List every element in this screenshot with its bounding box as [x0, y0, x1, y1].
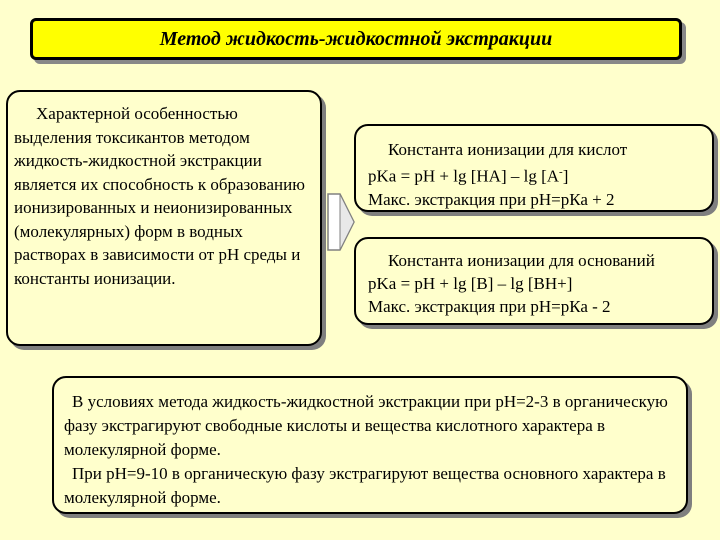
- acid-max-extraction: Макс. экстракция при рН=рКа + 2: [368, 189, 615, 209]
- base-constant-box: [354, 237, 714, 325]
- ionization-description-text: Характерной особенностью выделения токсикантов методом жидкость-жидкостной экстракции является их способность к образованию ионизированных и неионизированных (молекулярных) форм в водных растворах в зависимости от рН среды и константы ионизации.: [14, 104, 305, 288]
- base-heading: Константа ионизации для оснований: [388, 251, 655, 270]
- ionization-description-box: [6, 90, 322, 346]
- acid-heading: Константа ионизации для кислот: [388, 140, 628, 159]
- base-max-extraction: Макс. экстракция при рН=рКа - 2: [368, 297, 611, 316]
- acid-formula: pKa = pH + lg [HA] – lg [A-]: [368, 166, 569, 186]
- base-formula: pKa = pH + lg [B] – lg [BH+]: [368, 274, 573, 293]
- acid-constant-box: [354, 124, 714, 212]
- acid-conditions-text: В условиях метода жидкость-жидкостной экстракции при рН=2-3 в органическую фазу экстрагируют свободные кислоты и вещества кислотного характера в молекулярной форме.: [64, 392, 668, 459]
- extraction-conditions-box: [52, 376, 688, 514]
- base-conditions-text: При рН=9-10 в органическую фазу экстрагируют вещества основного характера в молекулярной форме.: [64, 464, 666, 507]
- page-title: Метод жидкость-жидкостной экстракции: [159, 27, 553, 50]
- split-arrow-icon: [326, 172, 356, 272]
- title-banner: [30, 18, 682, 60]
